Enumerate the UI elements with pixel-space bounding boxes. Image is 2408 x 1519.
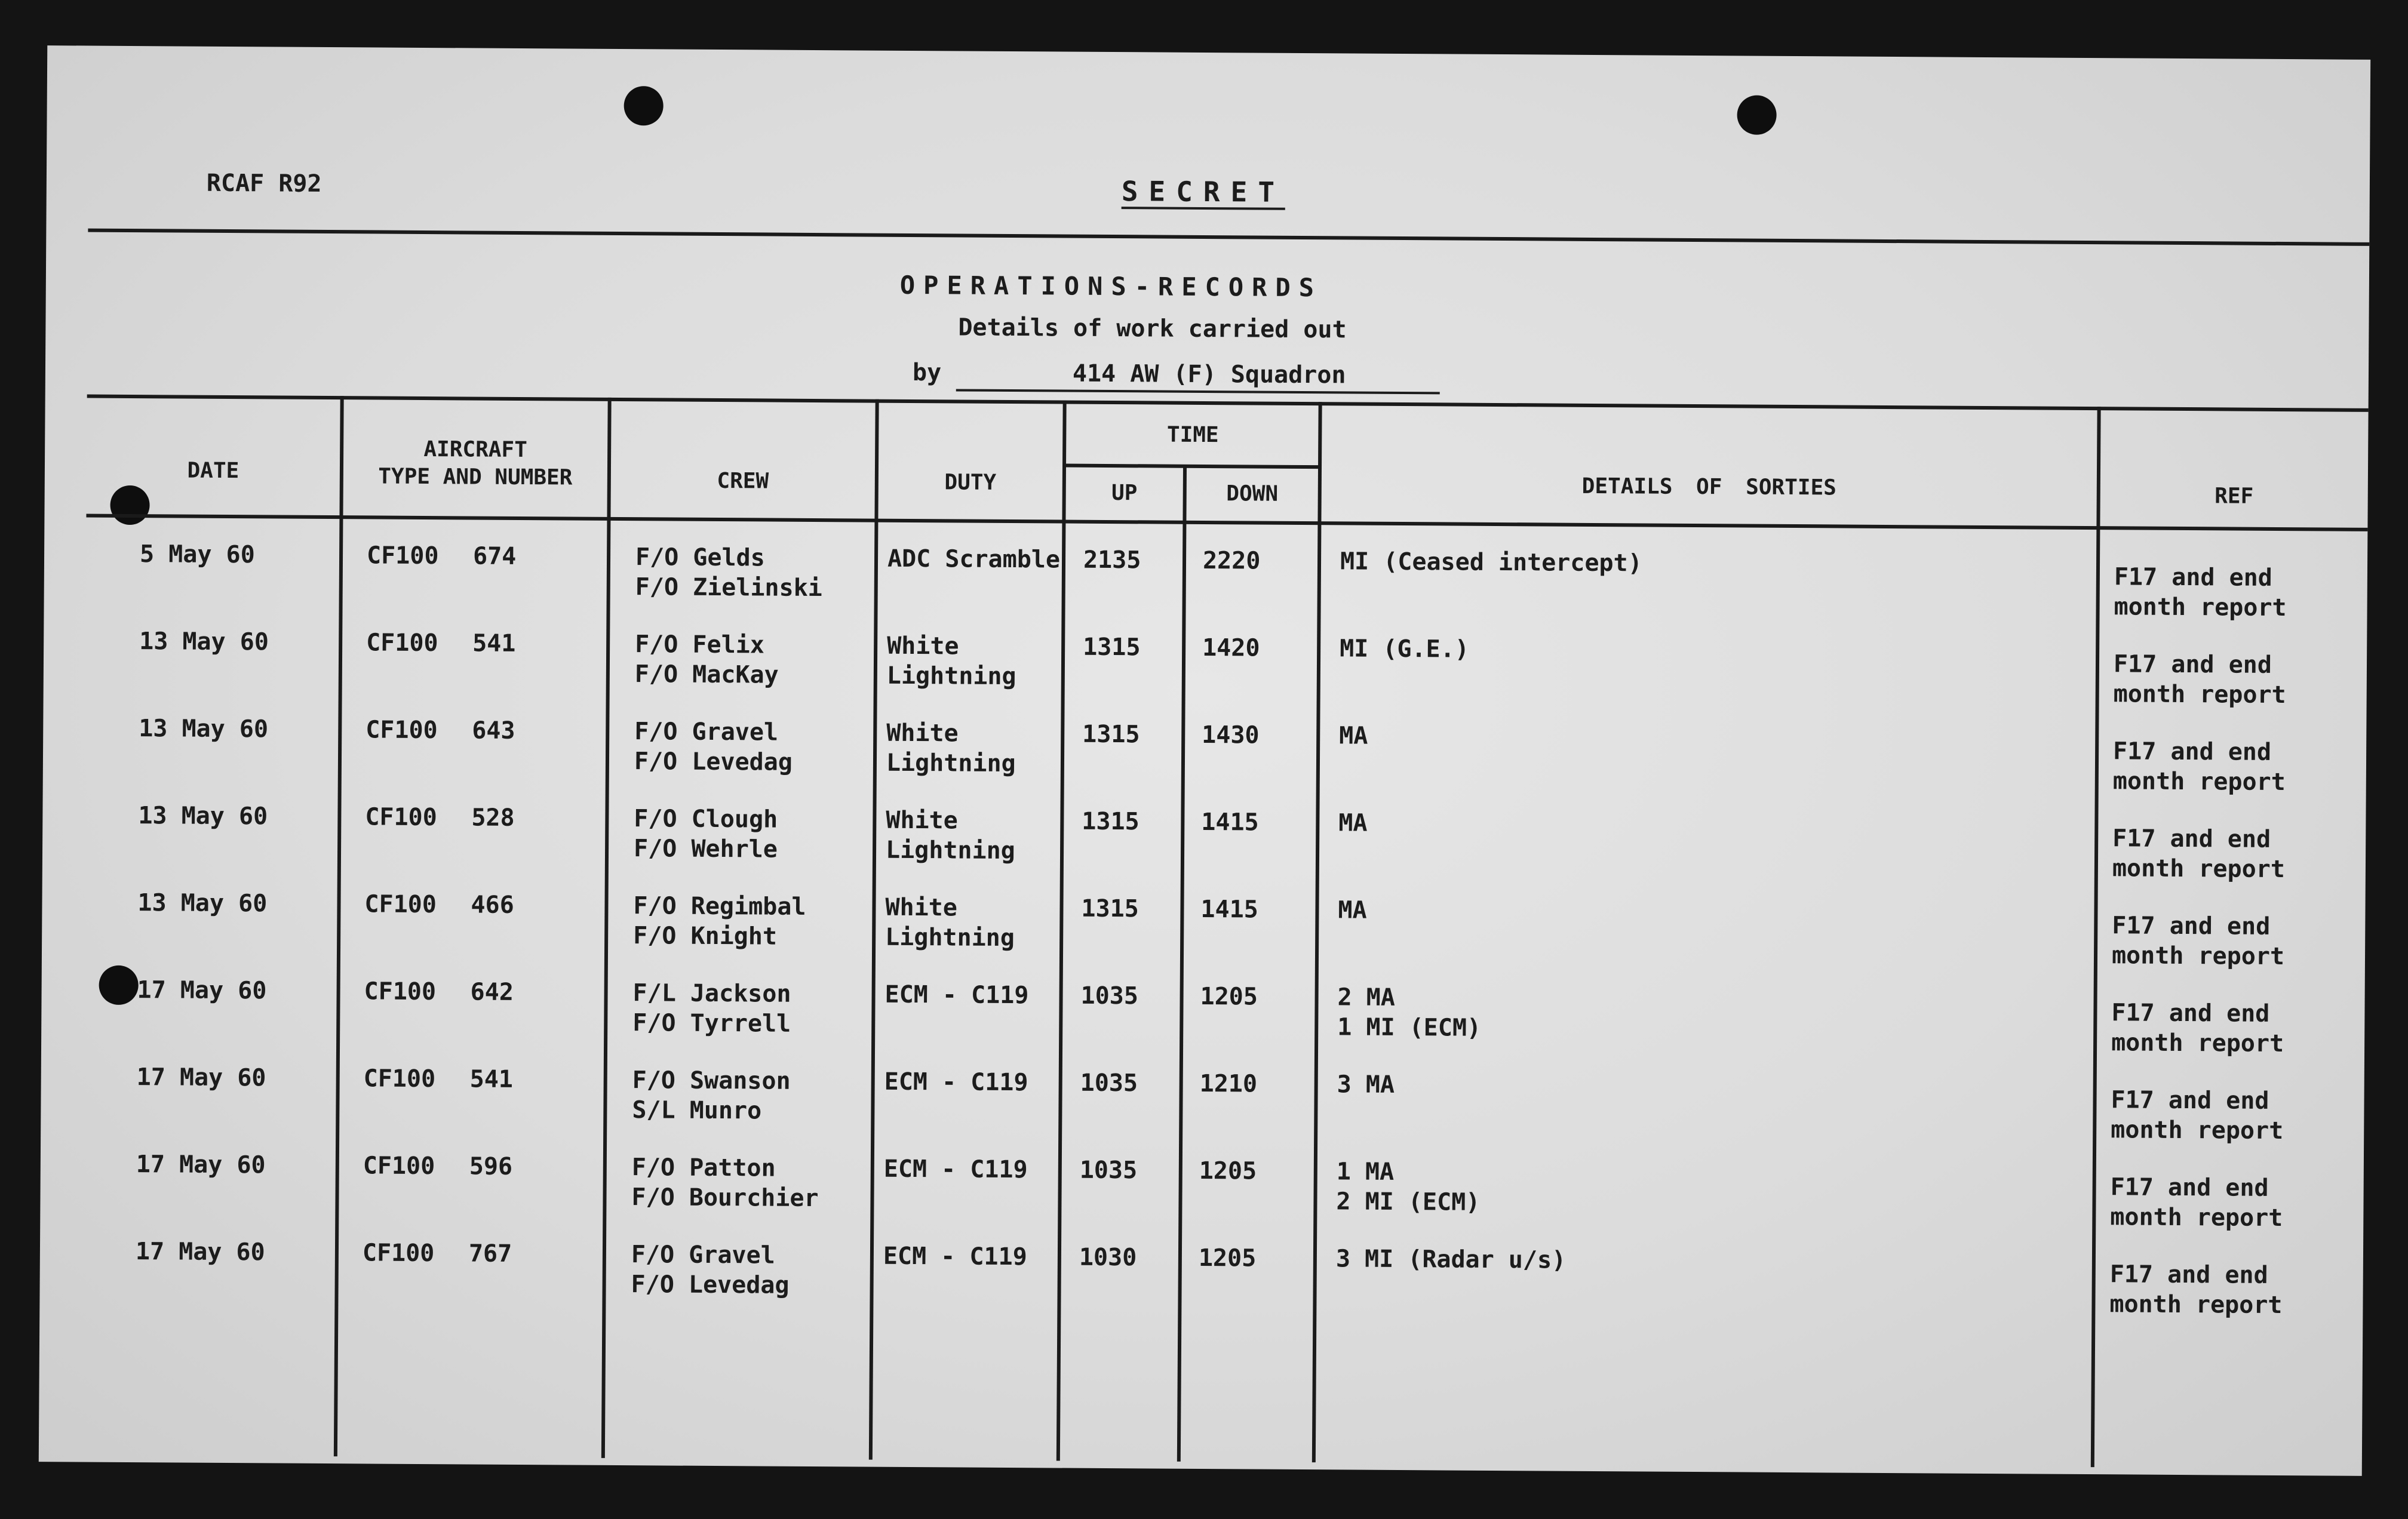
form-id: RCAF R92 xyxy=(206,169,322,198)
time-down-cell-line: 1420 xyxy=(1202,634,1260,662)
time-up-cell-line: 1035 xyxy=(1080,982,1139,1010)
date-cell-line: 5 May 60 xyxy=(139,540,255,569)
column-header-aircraft xyxy=(343,435,608,492)
details-cell-line: 2 MI (ECM) xyxy=(1336,1188,1481,1216)
date-cell xyxy=(138,801,268,831)
crew-cell-line: F/O Knight xyxy=(633,922,778,951)
time-up-cell xyxy=(1079,1243,1137,1273)
details-cell-line: MI (G.E.) xyxy=(1340,635,1470,663)
duty-cell xyxy=(884,1067,1028,1097)
time-down-cell-line: 2220 xyxy=(1202,546,1261,575)
details-cell xyxy=(1338,808,1367,838)
crew-cell xyxy=(634,717,793,777)
aircraft-number-cell xyxy=(471,890,514,920)
column-header-down: DOWN xyxy=(1226,481,1279,506)
time-down-cell-line: 1210 xyxy=(1199,1069,1258,1098)
crew-cell-line: F/O Wehrle xyxy=(633,835,778,863)
crew-cell-line: F/O Gravel xyxy=(631,1241,775,1269)
crew-cell xyxy=(635,629,779,690)
ref-cell-line: F17 and end xyxy=(2111,999,2270,1028)
ref-cell-line: F17 and end xyxy=(2110,1173,2269,1202)
crew-cell-line: F/O Levedag xyxy=(634,748,793,776)
time-down-cell-line: 1205 xyxy=(1199,1157,1257,1185)
duty-cell xyxy=(886,718,1016,779)
date-cell xyxy=(137,975,266,1006)
crew-cell-line: F/O Clough xyxy=(634,805,778,834)
ref-cell-line: month report xyxy=(2114,593,2287,622)
date-cell-line: 17 May 60 xyxy=(136,1151,266,1179)
ref-cell-line: month report xyxy=(2111,1116,2284,1145)
ref-cell xyxy=(2110,1172,2283,1233)
aircraft-number-cell-line: 528 xyxy=(471,804,515,832)
aircraft-type-cell xyxy=(364,889,437,920)
date-cell-line: 17 May 60 xyxy=(135,1238,265,1266)
column-divider xyxy=(2091,407,2101,1467)
ref-cell-line: F17 and end xyxy=(2109,1260,2268,1289)
duty-cell-line: Lightning xyxy=(885,923,1015,952)
date-cell-line: 13 May 60 xyxy=(137,889,268,918)
classification-label: SECRET xyxy=(1121,175,1286,208)
details-cell-line: 3 MA xyxy=(1337,1071,1395,1099)
page-title: OPERATIONS-RECORDS xyxy=(899,270,1323,303)
ref-cell-line: month report xyxy=(2111,1029,2284,1058)
date-cell-line: 17 May 60 xyxy=(136,1063,266,1092)
crew-cell-line: F/O MacKay xyxy=(634,660,779,689)
column-header-bottom-rule xyxy=(86,514,2367,531)
date-cell-line: 13 May 60 xyxy=(138,802,268,831)
squadron-underline xyxy=(956,389,1440,394)
date-cell-line: 13 May 60 xyxy=(139,715,269,743)
crew-cell-line: S/L Munro xyxy=(632,1096,762,1125)
date-cell xyxy=(137,1062,266,1093)
duty-cell-line: Lightning xyxy=(886,662,1016,691)
column-header-up: UP xyxy=(1111,481,1138,506)
time-down-cell xyxy=(1200,894,1258,925)
aircraft-type-cell xyxy=(365,802,437,832)
time-down-cell xyxy=(1203,546,1261,576)
crew-cell xyxy=(633,891,806,952)
details-cell-line: 1 MI (ECM) xyxy=(1337,1013,1482,1042)
time-subheader-rule xyxy=(1063,464,1320,469)
column-header-date: DATE xyxy=(187,458,239,484)
ref-cell-line: month report xyxy=(2110,1203,2283,1232)
duty-cell-line: Lightning xyxy=(885,836,1015,865)
aircraft-type-cell-line: CF100 xyxy=(362,1239,435,1268)
aircraft-type-cell-line: CF100 xyxy=(364,890,437,919)
duty-cell-line: White xyxy=(886,806,958,835)
aircraft-number-cell-line: 674 xyxy=(472,542,517,570)
aircraft-type-cell xyxy=(364,976,436,1007)
time-up-cell xyxy=(1080,1068,1138,1099)
crew-cell-line: F/O Tyrrell xyxy=(632,1009,791,1038)
ref-cell xyxy=(2114,649,2287,710)
date-cell-line: 13 May 60 xyxy=(139,628,269,656)
crew-cell-line: F/O Gravel xyxy=(634,718,779,746)
ref-cell-line: month report xyxy=(2112,854,2286,884)
duty-cell xyxy=(886,805,1015,866)
crew-cell-line: F/O Gelds xyxy=(635,543,765,572)
column-divider xyxy=(1312,402,1322,1462)
duty-cell-line: White xyxy=(887,632,959,660)
table-top-rule xyxy=(87,395,2369,412)
details-cell-line: 1 MA xyxy=(1336,1158,1395,1186)
column-header-time: TIME xyxy=(1166,422,1219,448)
squadron-name: 414 AW (F) Squadron xyxy=(1072,359,1346,389)
ref-cell xyxy=(2112,911,2285,971)
column-divider xyxy=(1177,466,1187,1462)
date-cell xyxy=(140,539,255,570)
time-down-cell-line: 1205 xyxy=(1198,1244,1257,1272)
crew-cell xyxy=(634,804,778,864)
ref-cell-line: F17 and end xyxy=(2112,825,2271,853)
time-up-cell xyxy=(1082,719,1140,750)
aircraft-number-cell-line: 466 xyxy=(471,891,514,919)
time-up-cell-line: 1035 xyxy=(1079,1156,1138,1185)
time-up-cell xyxy=(1080,1155,1138,1186)
details-cell-line: MA xyxy=(1338,809,1368,837)
date-cell xyxy=(139,626,269,657)
ref-cell xyxy=(2111,1085,2284,1146)
aircraft-number-cell xyxy=(472,629,516,659)
aircraft-number-cell xyxy=(470,977,514,1007)
ref-cell-line: F17 and end xyxy=(2113,650,2272,679)
aircraft-type-cell-line: CF100 xyxy=(365,803,437,832)
crew-cell-line: F/O Swanson xyxy=(632,1066,791,1095)
crew-cell-line: F/L Jackson xyxy=(632,979,791,1008)
aircraft-type-cell xyxy=(363,1151,435,1181)
crew-cell xyxy=(632,978,791,1039)
crew-cell xyxy=(631,1152,819,1213)
time-up-cell-line: 1315 xyxy=(1081,894,1139,923)
aircraft-number-cell xyxy=(470,1064,514,1094)
aircraft-number-cell xyxy=(471,803,515,833)
time-down-cell xyxy=(1199,1156,1257,1186)
crew-cell-line: F/O Zielinski xyxy=(635,573,822,602)
aircraft-number-cell-line: 596 xyxy=(469,1152,513,1180)
punch-hole xyxy=(99,965,138,1005)
aircraft-type-cell xyxy=(366,628,438,658)
aircraft-number-cell xyxy=(469,1238,512,1268)
duty-cell-line: ECM - C119 xyxy=(884,980,1029,1010)
details-cell-line: MA xyxy=(1338,896,1367,924)
time-up-cell-line: 1030 xyxy=(1079,1243,1137,1272)
crew-cell-line: F/O Levedag xyxy=(631,1271,790,1299)
column-header-details: DETAILS OF SORTIES xyxy=(1581,473,1836,500)
time-up-cell xyxy=(1081,894,1139,924)
time-down-cell-line: 1415 xyxy=(1201,808,1259,837)
aircraft-type-cell-line: CF100 xyxy=(366,716,438,745)
aircraft-type-cell-line: CF100 xyxy=(363,1152,435,1180)
time-down-cell xyxy=(1201,807,1259,838)
ref-cell xyxy=(2112,823,2286,884)
details-cell-line: 2 MA xyxy=(1337,983,1396,1011)
column-divider xyxy=(869,399,879,1460)
details-cell xyxy=(1339,721,1368,751)
duty-cell xyxy=(887,544,1060,575)
details-cell xyxy=(1337,982,1481,1043)
details-cell xyxy=(1340,546,1642,578)
punch-hole xyxy=(110,485,149,525)
time-up-cell xyxy=(1082,807,1140,837)
time-down-cell xyxy=(1202,633,1260,663)
time-down-cell xyxy=(1199,1243,1257,1274)
column-header-duty: DUTY xyxy=(944,470,997,495)
crew-cell-line: F/O Patton xyxy=(631,1154,776,1182)
ref-cell-line: F17 and end xyxy=(2112,737,2272,766)
date-cell-line: 17 May 60 xyxy=(137,976,267,1005)
ref-cell-line: month report xyxy=(2111,942,2285,971)
column-divider xyxy=(601,398,612,1458)
crew-cell-line: F/O Felix xyxy=(635,631,765,659)
crew-cell xyxy=(632,1065,791,1126)
details-cell xyxy=(1336,1244,1567,1275)
aircraft-number-cell-line: 642 xyxy=(470,978,514,1006)
page-subtitle: Details of work carried out xyxy=(958,313,1347,344)
time-up-cell xyxy=(1083,545,1141,576)
duty-cell xyxy=(887,631,1016,691)
ref-cell xyxy=(2113,736,2286,797)
duty-cell-line: ADC Scramble xyxy=(887,545,1061,574)
ref-cell-line: month report xyxy=(2112,767,2286,797)
date-cell xyxy=(136,1237,265,1267)
date-cell xyxy=(136,1149,266,1180)
crew-cell-line: F/O Bourchier xyxy=(631,1183,819,1213)
ref-cell xyxy=(2114,562,2287,623)
date-cell xyxy=(139,714,268,744)
duty-cell-line: ECM - C119 xyxy=(883,1242,1027,1271)
duty-cell xyxy=(884,980,1028,1010)
aircraft-number-cell xyxy=(469,1151,513,1181)
crew-cell xyxy=(631,1240,790,1300)
ref-cell-line: month report xyxy=(2109,1290,2283,1320)
duty-cell-line: White xyxy=(885,893,958,922)
duty-cell xyxy=(883,1241,1027,1272)
column-header-aircraft-line: AIRCRAFT xyxy=(423,437,527,463)
time-up-cell-line: 1315 xyxy=(1082,720,1140,749)
aircraft-number-cell-line: 541 xyxy=(469,1065,514,1093)
duty-cell-line: ECM - C119 xyxy=(883,1155,1028,1184)
aircraft-number-cell-line: 541 xyxy=(472,629,516,657)
document-sheet xyxy=(39,45,2370,1476)
time-down-cell-line: 1415 xyxy=(1200,895,1258,924)
aircraft-type-cell-line: CF100 xyxy=(364,977,437,1006)
aircraft-type-cell xyxy=(364,1063,436,1094)
time-down-cell xyxy=(1200,982,1258,1012)
ref-cell xyxy=(2111,998,2284,1059)
duty-cell xyxy=(884,1154,1028,1185)
column-header-crew: CREW xyxy=(717,469,769,494)
ref-cell-line: F17 and end xyxy=(2112,912,2271,940)
duty-cell-line: Lightning xyxy=(886,749,1016,778)
header-rule xyxy=(88,229,2369,246)
date-cell xyxy=(137,888,267,918)
crew-cell-line: F/O Regimbal xyxy=(633,892,806,921)
ref-cell xyxy=(2109,1259,2283,1320)
time-up-cell-line: 1315 xyxy=(1082,807,1140,836)
time-up-cell xyxy=(1080,981,1138,1011)
details-cell-line: MI (Ceased intercept) xyxy=(1340,548,1642,577)
column-header-aircraft-line: TYPE AND NUMBER xyxy=(378,464,573,490)
aircraft-type-cell-line: CF100 xyxy=(366,629,438,657)
aircraft-number-cell xyxy=(473,542,517,571)
aircraft-type-cell xyxy=(366,715,438,745)
details-cell-line: 3 MI (Radar u/s) xyxy=(1335,1245,1567,1274)
time-down-cell-line: 1430 xyxy=(1202,721,1260,749)
details-cell-line: MA xyxy=(1339,722,1368,750)
time-down-cell xyxy=(1202,720,1260,751)
column-header-ref: REF xyxy=(2214,484,2254,509)
time-down-cell xyxy=(1200,1069,1258,1099)
aircraft-type-cell xyxy=(367,540,439,571)
details-cell xyxy=(1336,1157,1480,1217)
aircraft-number-cell-line: 767 xyxy=(468,1240,512,1268)
punch-hole xyxy=(624,86,663,125)
aircraft-type-cell-line: CF100 xyxy=(363,1065,436,1093)
time-up-cell-line: 1315 xyxy=(1083,633,1141,662)
time-down-cell-line: 1205 xyxy=(1200,982,1258,1011)
column-divider xyxy=(334,396,344,1456)
time-up-cell xyxy=(1083,632,1141,663)
duty-cell-line: ECM - C119 xyxy=(884,1068,1028,1097)
punch-hole xyxy=(1737,95,1776,134)
ref-cell-line: F17 and end xyxy=(2111,1086,2269,1115)
duty-cell xyxy=(885,893,1015,953)
aircraft-number-cell xyxy=(472,716,515,746)
details-cell xyxy=(1338,895,1366,925)
crew-cell xyxy=(635,542,823,603)
details-cell xyxy=(1337,1069,1395,1100)
time-up-cell-line: 1035 xyxy=(1080,1069,1138,1097)
duty-cell-line: White xyxy=(886,719,959,748)
aircraft-type-cell-line: CF100 xyxy=(366,542,439,570)
aircraft-number-cell-line: 643 xyxy=(472,717,515,745)
time-up-cell-line: 2135 xyxy=(1083,546,1141,574)
details-cell xyxy=(1340,634,1469,664)
aircraft-type-cell xyxy=(363,1238,435,1268)
ref-cell-line: month report xyxy=(2113,680,2286,709)
ref-cell-line: F17 and end xyxy=(2114,563,2272,592)
by-label: by xyxy=(912,359,942,387)
